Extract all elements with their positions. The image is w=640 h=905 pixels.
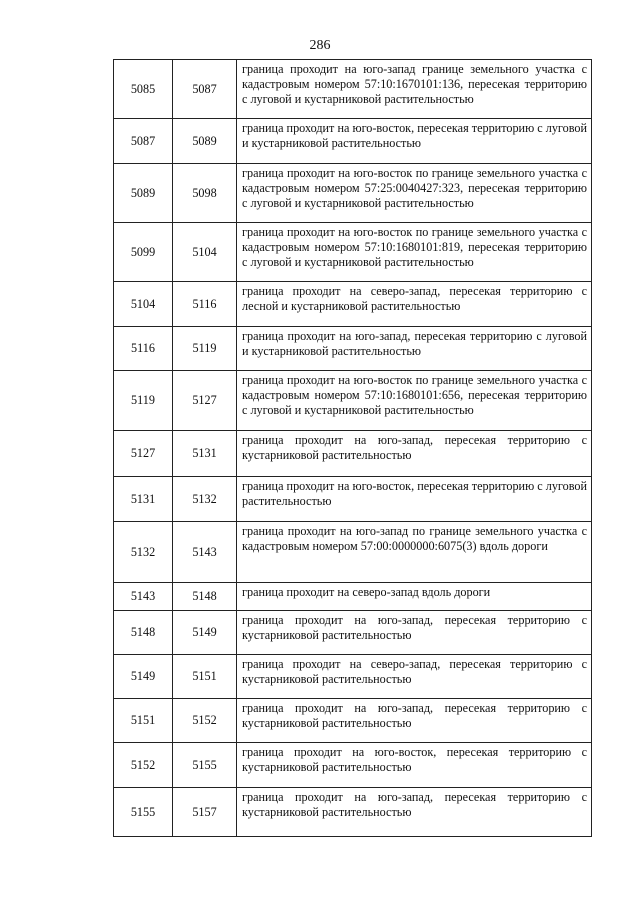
boundary-description: граница проходит на юго-восток, пересекая территорию с луговой и кустарниковой растительностью	[237, 119, 592, 164]
point-to: 5119	[173, 327, 237, 371]
table-row	[114, 371, 592, 431]
point-from: 5104	[114, 282, 173, 327]
point-to: 5127	[173, 371, 237, 431]
boundary-description: граница проходит на юго-запад, пересекая территорию с кустарниковой растительностью	[237, 788, 592, 837]
boundary-description: граница проходит на юго-восток, пересекая территорию с луговой растительностью	[237, 477, 592, 522]
point-from: 5089	[114, 164, 173, 223]
boundary-description: граница проходит на юго-запад, пересекая территорию с кустарниковой растительностью	[237, 431, 592, 477]
point-to: 5152	[173, 699, 237, 743]
point-from: 5155	[114, 788, 173, 837]
boundary-description: граница проходит на юго-восток, пересекая территорию с кустарниковой растительностью	[237, 743, 592, 788]
boundary-description: граница проходит на юго-запад по границе земельного участка с кадастровым номером 57:00:0000000:6075(3) вдоль дороги	[237, 522, 592, 583]
boundary-description: граница проходит на юго-запад, пересекая территорию с луговой и кустарниковой растительностью	[237, 327, 592, 371]
point-to: 5157	[173, 788, 237, 837]
point-to: 5149	[173, 611, 237, 655]
table-row	[114, 743, 592, 788]
point-to: 5087	[173, 60, 237, 119]
point-to: 5131	[173, 431, 237, 477]
point-from: 5132	[114, 522, 173, 583]
boundary-description: граница проходит на юго-запад, пересекая территорию с кустарниковой растительностью	[237, 699, 592, 743]
boundary-description: граница проходит на юго-запад, пересекая территорию с кустарниковой растительностью	[237, 611, 592, 655]
boundary-description: граница проходит на юго-восток по границе земельного участка с кадастровым номером 57:25:0040427:323, пересекая территорию с луговой и кустарниковой растительностью	[237, 164, 592, 223]
point-from: 5087	[114, 119, 173, 164]
point-to: 5148	[173, 583, 237, 611]
point-to: 5155	[173, 743, 237, 788]
boundary-description: граница проходит на северо-запад, пересекая территорию с кустарниковой растительностью	[237, 655, 592, 699]
table-row	[114, 119, 592, 164]
point-from: 5151	[114, 699, 173, 743]
table-row	[114, 431, 592, 477]
boundary-description: граница проходит на юго-восток по границе земельного участка с кадастровым номером 57:10:1680101:656, пересекая территорию с луговой и кустарниковой растительностью	[237, 371, 592, 431]
point-to: 5089	[173, 119, 237, 164]
boundary-description: граница проходит на северо-запад, пересекая территорию с лесной и кустарниковой растительностью	[237, 282, 592, 327]
table-row	[114, 282, 592, 327]
point-from: 5149	[114, 655, 173, 699]
table-row	[114, 164, 592, 223]
point-from: 5148	[114, 611, 173, 655]
page-number: 286	[309, 38, 331, 53]
point-from: 5116	[114, 327, 173, 371]
boundary-description: граница проходит на юго-запад границе земельного участка с кадастровым номером 57:10:1670101:136, пересекая территорию с луговой и кустарниковой растительностью	[237, 60, 592, 119]
point-to: 5098	[173, 164, 237, 223]
table-row	[114, 327, 592, 371]
table-row	[114, 477, 592, 522]
point-from: 5119	[114, 371, 173, 431]
point-from: 5085	[114, 60, 173, 119]
point-from: 5152	[114, 743, 173, 788]
boundary-description: граница проходит на юго-восток по границе земельного участка с кадастровым номером 57:10:1680101:819, пересекая территорию с луговой и кустарниковой растительностью	[237, 223, 592, 282]
table-row	[114, 522, 592, 583]
point-to: 5151	[173, 655, 237, 699]
point-to: 5104	[173, 223, 237, 282]
boundary-table	[113, 59, 592, 837]
point-to: 5132	[173, 477, 237, 522]
point-from: 5099	[114, 223, 173, 282]
point-from: 5143	[114, 583, 173, 611]
table-row	[114, 60, 592, 119]
table-row	[114, 699, 592, 743]
boundary-description: граница проходит на северо-запад вдоль дороги	[237, 583, 592, 611]
table-row	[114, 655, 592, 699]
point-to: 5116	[173, 282, 237, 327]
table-row	[114, 611, 592, 655]
table-row	[114, 223, 592, 282]
table-row	[114, 788, 592, 837]
table-row	[114, 583, 592, 611]
point-from: 5127	[114, 431, 173, 477]
point-to: 5143	[173, 522, 237, 583]
point-from: 5131	[114, 477, 173, 522]
